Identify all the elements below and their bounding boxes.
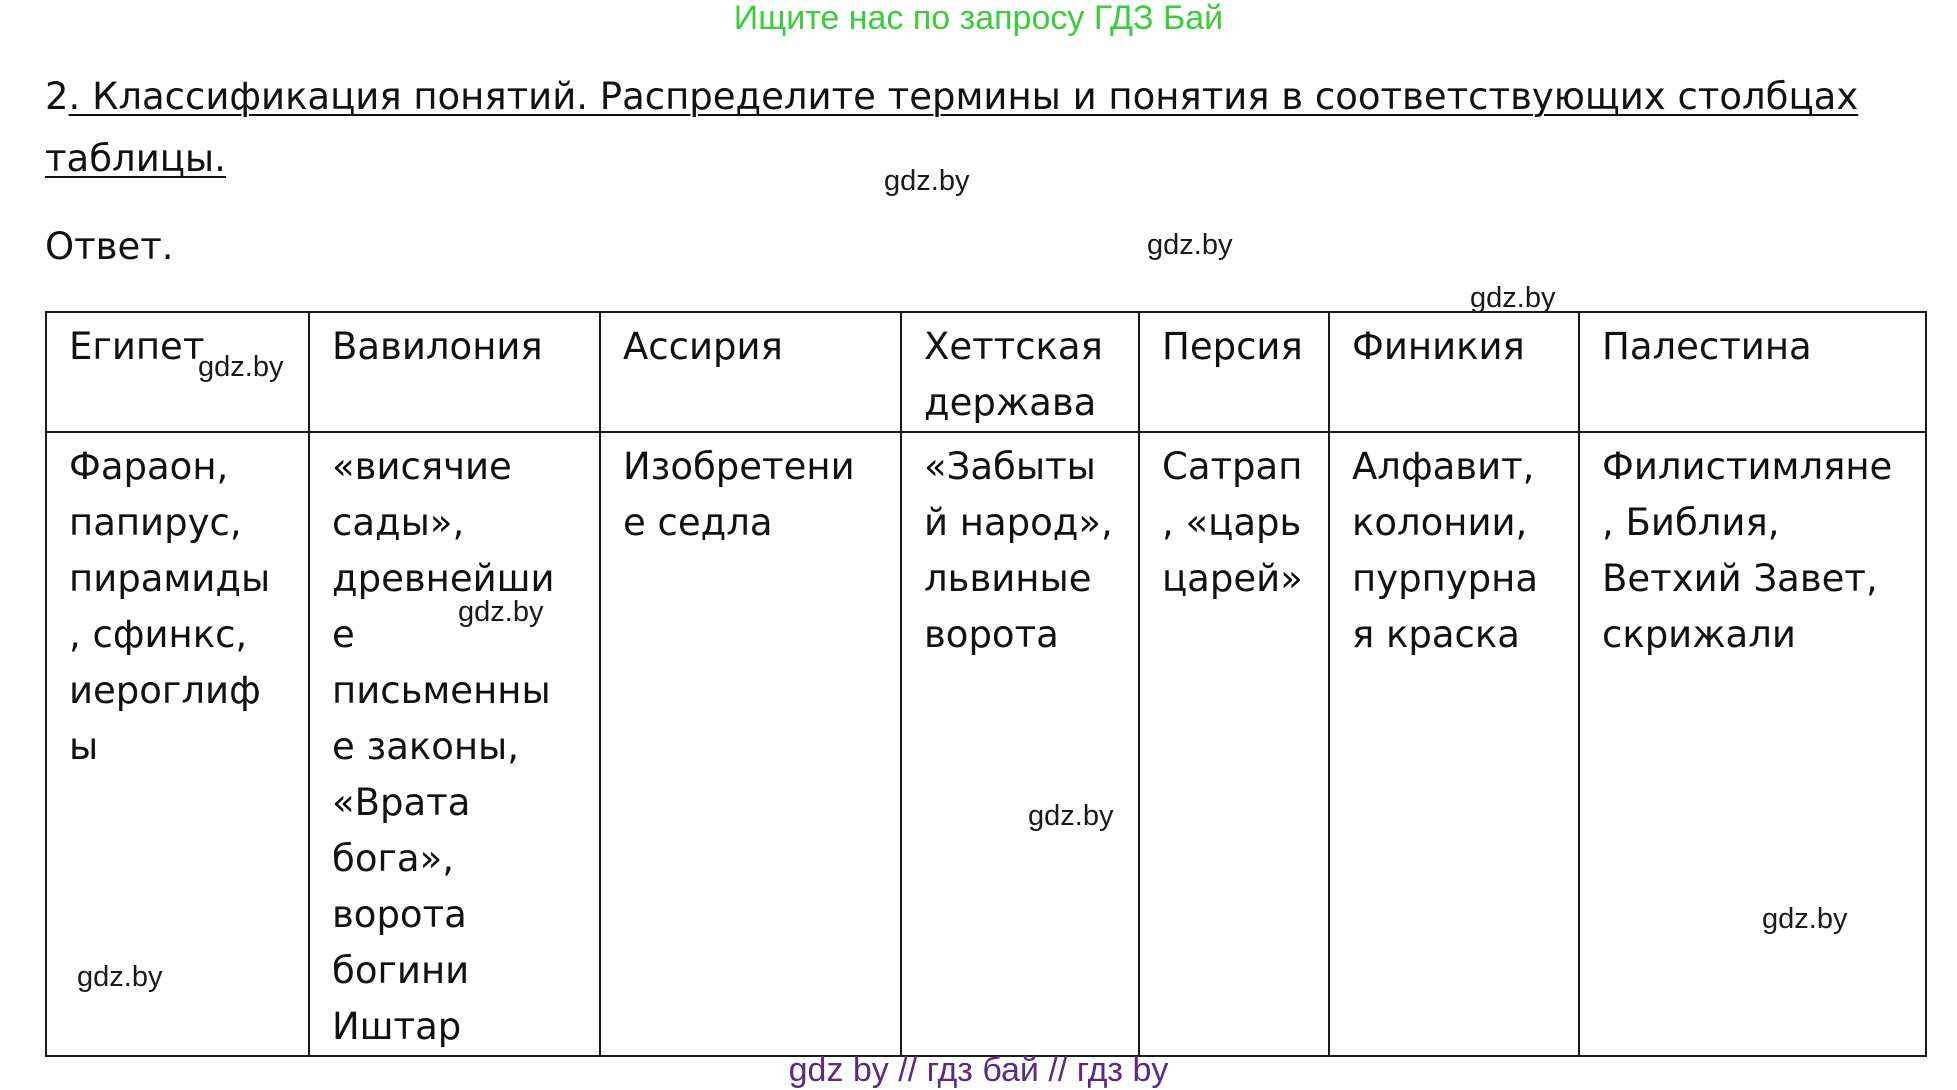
cell-hittite: «Забыты й народ», львиные ворота — [901, 432, 1139, 1056]
header-egypt: Египет — [46, 312, 309, 432]
watermark: gdz.by — [1147, 229, 1233, 261]
cell-egypt: Фараон, папирус, пирамиды , сфинкс, иероглиф ы — [46, 432, 309, 1056]
table-row — [46, 432, 1926, 1056]
header-phoenicia: Финикия — [1329, 312, 1579, 432]
task-title — [45, 66, 1905, 190]
header-palestine: Палестина — [1579, 312, 1926, 432]
cell-phoenicia: Алфавит, колонии, пурпурна я краска — [1329, 432, 1579, 1056]
header-assyria: Ассирия — [600, 312, 901, 432]
header-hittite: Хеттская держава — [901, 312, 1139, 432]
table-header-row — [46, 312, 1926, 432]
watermark: gdz.by — [1028, 800, 1114, 832]
watermark: gdz.by — [884, 165, 970, 197]
watermark: gdz.by — [77, 961, 163, 993]
footer-links: gdz by // гдз бай // гдз by — [788, 1051, 1169, 1089]
watermark: gdz.by — [198, 351, 284, 383]
watermark: gdz.by — [1470, 282, 1556, 314]
cell-persia: Сатрап , «царь царей» — [1139, 432, 1329, 1056]
cell-babylonia: «висячие сады», древнейши е письменны е законы, «Врата бога», ворота богини Иштар — [309, 432, 600, 1056]
answer-table — [45, 311, 1927, 1057]
cell-palestine: Филистимляне , Библия, Ветхий Завет, скрижали — [1579, 432, 1926, 1056]
header-persia: Персия — [1139, 312, 1329, 432]
task-number: 2 — [45, 75, 69, 118]
answer-label: Ответ. — [45, 225, 174, 268]
watermark: gdz.by — [458, 596, 544, 628]
header-babylonia: Вавилония — [309, 312, 600, 432]
cell-assyria: Изобретени е седла — [600, 432, 901, 1056]
top-banner: Ищите нас по запросу ГДЗ Бай — [733, 0, 1224, 37]
task-text: . Классификация понятий. Распределите термины и понятия в соответствующих столбцах таблицы. — [45, 75, 1859, 180]
watermark: gdz.by — [1762, 903, 1848, 935]
